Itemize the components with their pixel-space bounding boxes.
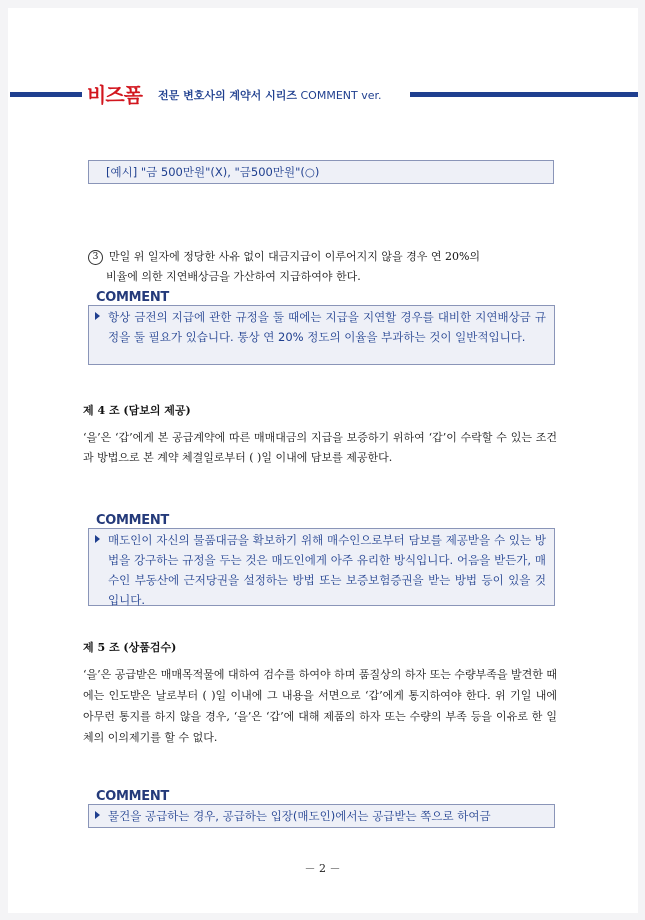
article-4-body: ‘을’은 ‘갑’에게 본 공급계약에 따른 매매대금의 지급을 보증하기 위하여 ‘갑’이 수락할 수 있는 조건과 방법으로 본 계약 체결일로부터 ( )일 이내에 담보를 제공한다.: [83, 431, 557, 464]
clause-3-line2: 비율에 의한 지연배상금을 가산하여 지급하여야 한다.: [106, 270, 361, 283]
bullet-triangle-icon: [95, 535, 100, 543]
comment-label: COMMENT: [96, 513, 169, 528]
article-4-title: 제 4 조 (담보의 제공): [83, 404, 191, 417]
comment-box: [88, 804, 555, 828]
comment-text: 항상 금전의 지급에 관한 규정을 둘 때에는 지급을 지연할 경우를 대비한 지연배상금 규정을 둘 필요가 있습니다. 통상 연 20% 정도의 이율을 부과하는 것이 일반적입니다.: [108, 310, 546, 344]
bullet-triangle-icon: [95, 312, 100, 320]
comment-label: COMMENT: [96, 789, 169, 804]
bullet-triangle-icon: [95, 811, 100, 819]
clause-marker: 3: [88, 250, 103, 265]
series-title-suffix: COMMENT ver.: [297, 89, 382, 102]
document-header: [0, 83, 645, 107]
series-title: [158, 89, 382, 103]
clause-3-line1: 만일 위 일자에 정당한 사유 없이 대금지급이 이루어지지 않을 경우 연 20%의: [109, 250, 481, 263]
comment-text: 매도인이 자신의 물품대금을 확보하기 위해 매수인으로부터 담보를 제공받을 수 있는 방법을 강구하는 규정을 두는 것은 매도인에게 아주 유리한 방식입니다. 어음을 받든가, 매수인 부동산에 근저당권을 설정하는 방법 또는 보증보험증권을 받는 방법 등이 있을 것입니다.: [108, 533, 546, 607]
example-box: [예시] "금 500만원"(X), "금500만원"(○): [88, 160, 554, 184]
article-5-body: ‘을’은 공급받은 매매목적물에 대하여 검수를 하여야 하며 품질상의 하자 또는 수량부족을 발견한 때에는 인도받은 날로부터 ( )일 이내에 그 내용을 서면으로 ‘갑’에게 통지하여야 한다. 위 기일 내에 아무런 통지를 하지 않을 경우, ‘을’은 ‘갑’에 대해 제품의 하자 또는 수량의 부족 등을 이유로 한 일체의 이의제기를 할 수 없다.: [83, 668, 557, 744]
clause-3: [88, 247, 555, 287]
article-5-title: 제 5 조 (상품검수): [83, 641, 177, 654]
header-bar-left: [10, 92, 82, 97]
header-bar-right: [410, 92, 638, 97]
brand-logo: 비즈폼: [87, 83, 142, 107]
comment-label: COMMENT: [96, 290, 169, 305]
comment-text: 물건을 공급하는 경우, 공급하는 입장(매도인)에서는 공급받는 쪽으로 하여금: [108, 809, 491, 823]
series-title-bold: 전문 변호사의 계약서 시리즈: [158, 89, 297, 102]
comment-box: [88, 528, 555, 606]
page-number: － 2 －: [304, 862, 341, 875]
comment-box: [88, 305, 555, 365]
